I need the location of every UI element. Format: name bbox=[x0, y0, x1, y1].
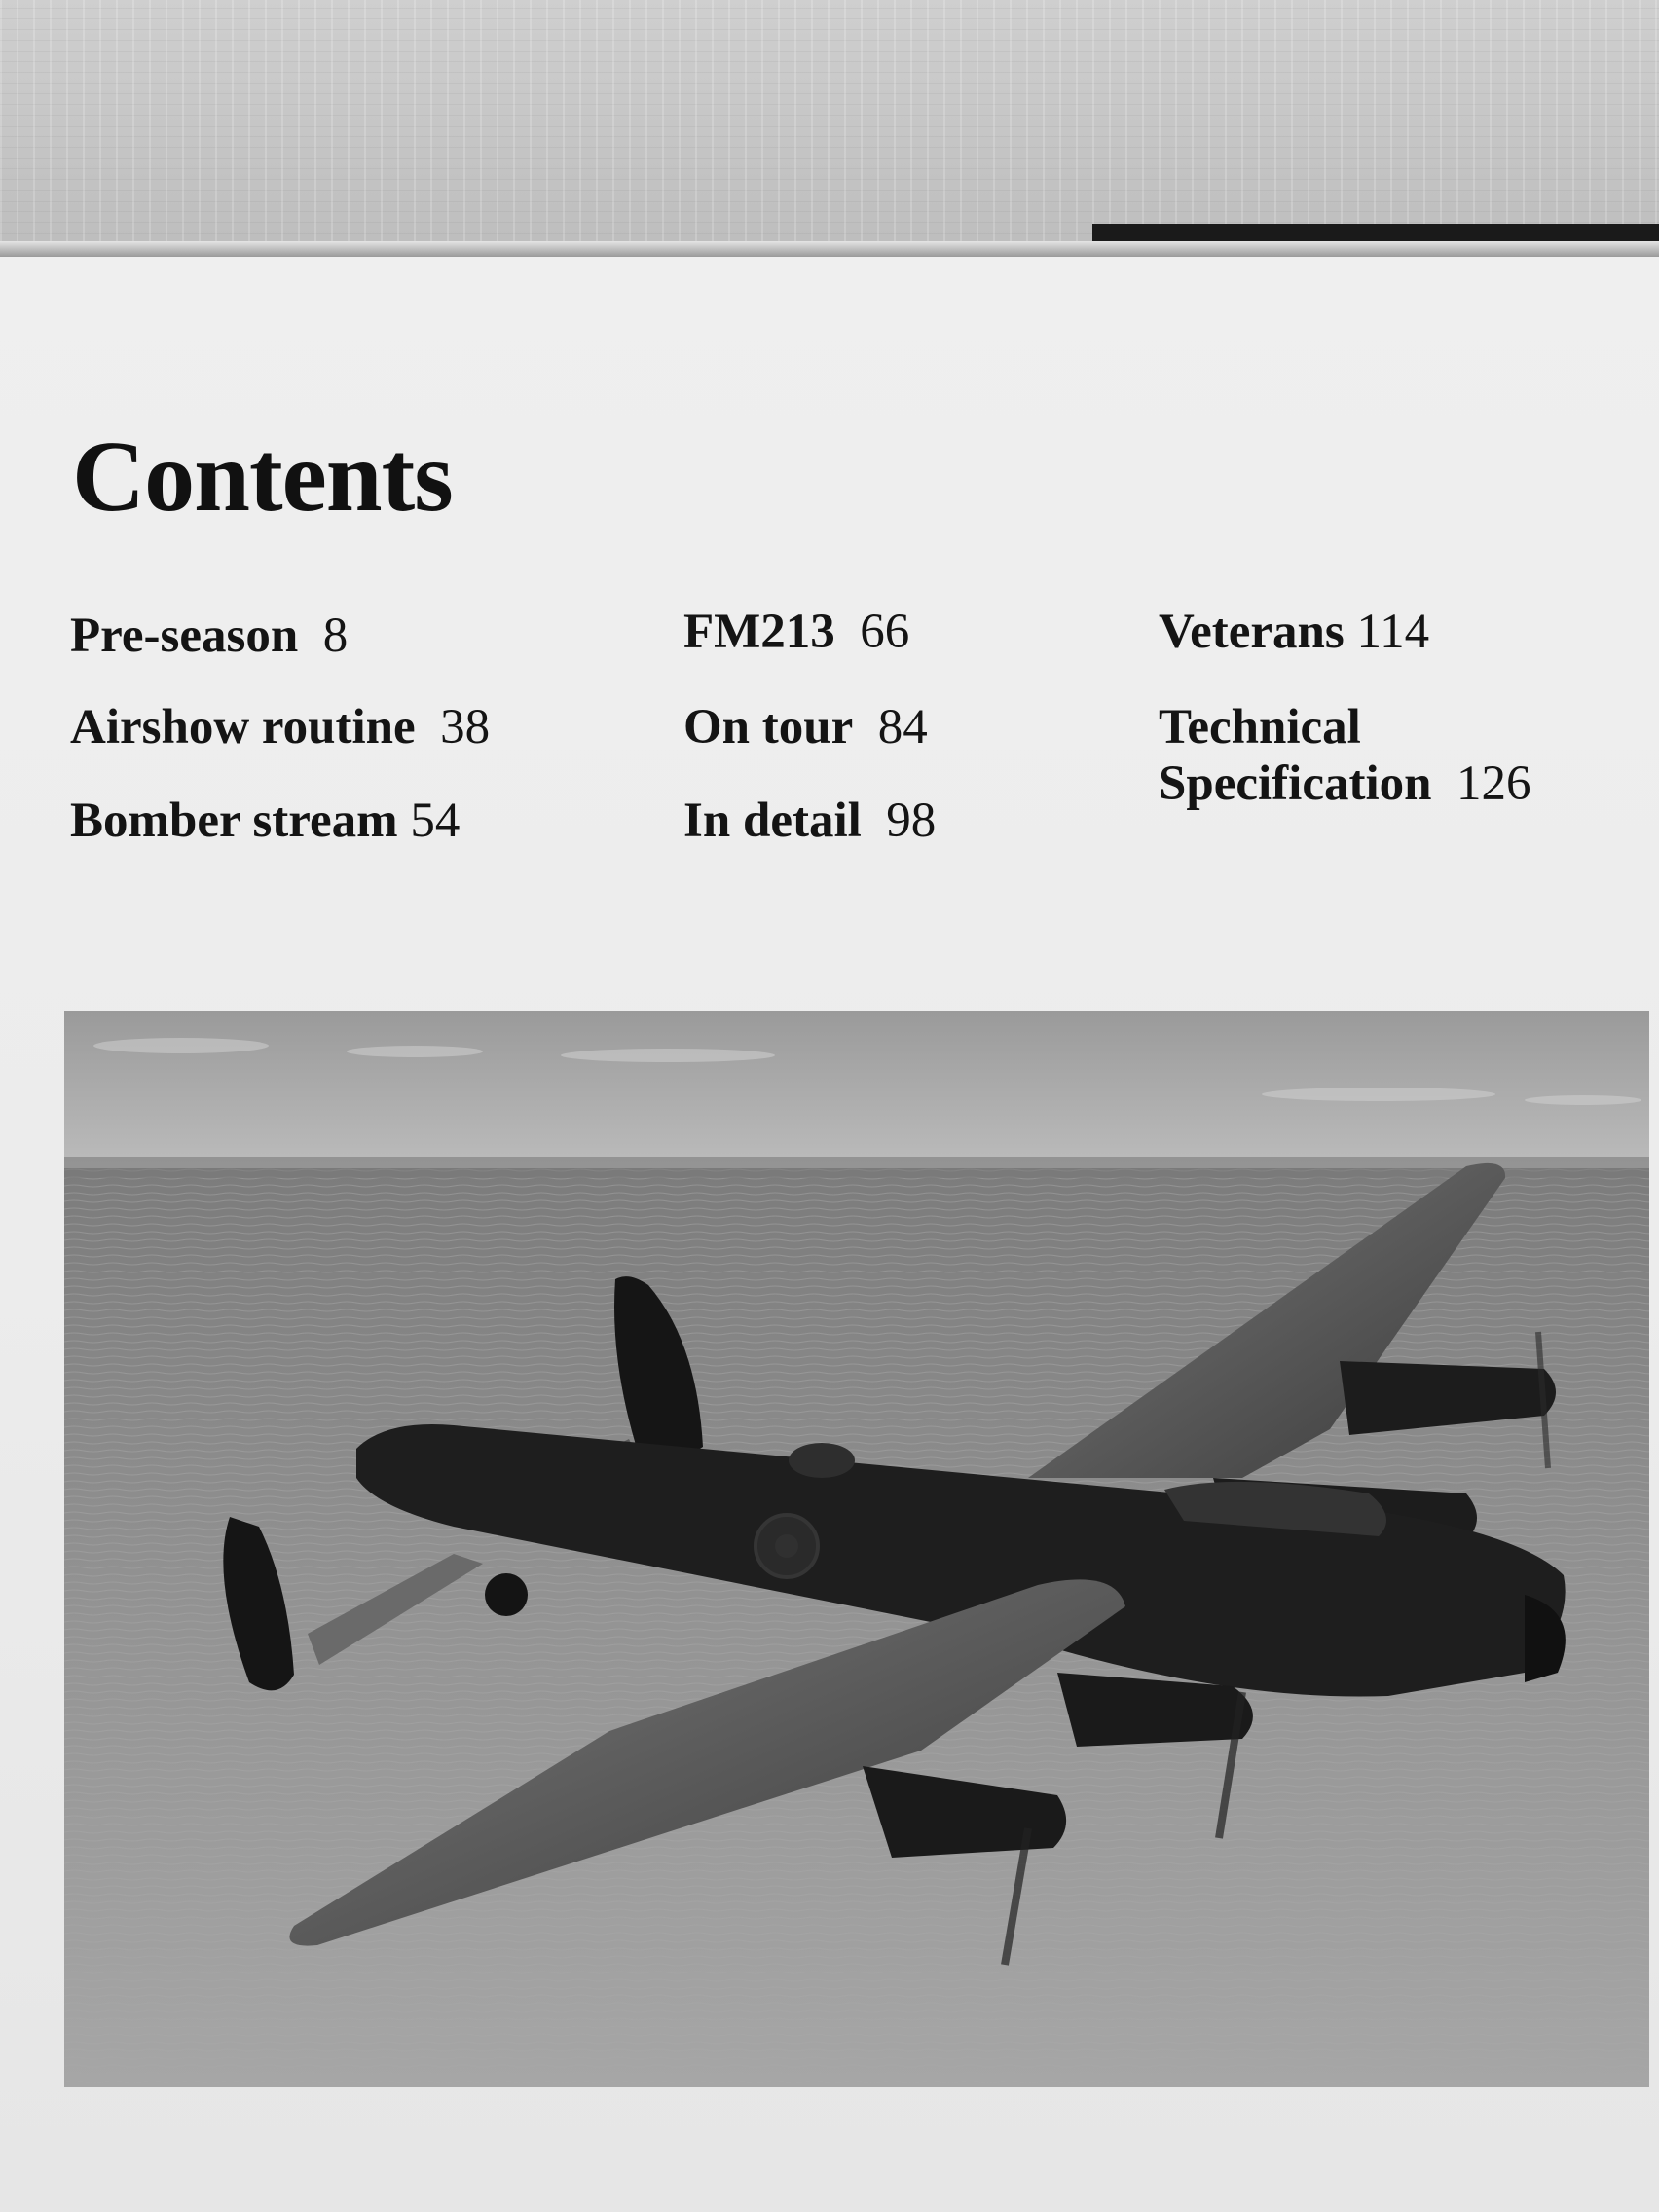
book-page-edge bbox=[0, 241, 1659, 257]
page-title: Contents bbox=[72, 421, 453, 533]
turret bbox=[789, 1443, 855, 1478]
toc-entry-title: FM213 bbox=[683, 605, 835, 659]
toc-entry-title: Pre-season bbox=[70, 608, 299, 663]
toc-entry-page: 38 bbox=[440, 700, 491, 755]
toc-entry-on-tour bbox=[683, 699, 928, 756]
background-wall bbox=[0, 0, 1659, 255]
toc-entry-title: Technical bbox=[1159, 700, 1361, 755]
toc-entry-airshow-routine bbox=[70, 699, 490, 756]
toc-entry-fm213 bbox=[683, 604, 909, 660]
toc-entry-technical-specification bbox=[1159, 699, 1530, 812]
toc-entry-page: 8 bbox=[322, 608, 349, 663]
toc-entry-page: 126 bbox=[1456, 756, 1531, 811]
toc-entry-bomber-stream bbox=[70, 793, 460, 849]
toc-entry-page: 84 bbox=[877, 700, 928, 755]
toc-entry-pre-season bbox=[70, 608, 348, 664]
toc-entry-page: 66 bbox=[860, 605, 910, 659]
toc-entry-title: Bomber stream bbox=[70, 793, 398, 848]
tail-wheel bbox=[485, 1573, 528, 1616]
horizon-haze bbox=[64, 1157, 1649, 1178]
toc-entry-veterans bbox=[1159, 604, 1429, 660]
toc-entry-title: In detail bbox=[683, 793, 862, 848]
toc-entry-in-detail bbox=[683, 793, 936, 849]
toc-entry-page: 54 bbox=[410, 793, 461, 848]
aircraft-photo bbox=[64, 1011, 1649, 2087]
toc-entry-page: 114 bbox=[1356, 605, 1430, 659]
toc-entry-title: Airshow routine bbox=[70, 700, 416, 755]
toc-entry-title: On tour bbox=[683, 700, 854, 755]
toc-entry-title: Veterans bbox=[1159, 605, 1345, 659]
toc-entry-page: 98 bbox=[886, 793, 937, 848]
toc-entry-title-line2: Specification bbox=[1159, 756, 1432, 811]
